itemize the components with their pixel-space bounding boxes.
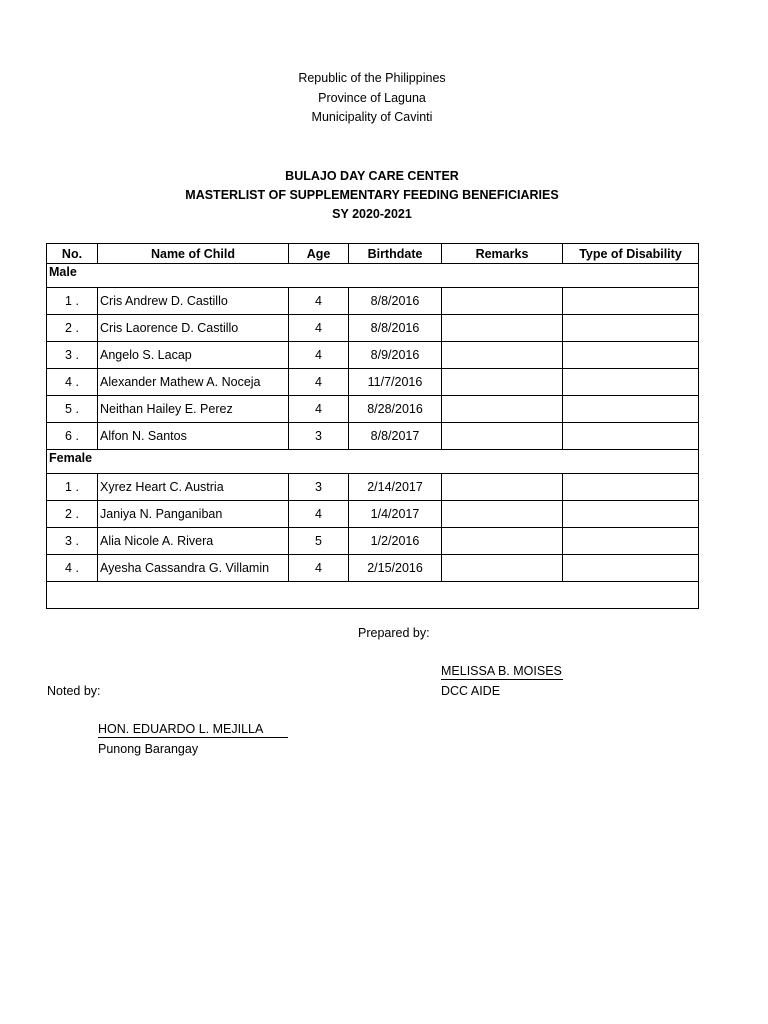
row-disability <box>563 501 699 528</box>
row-age: 4 <box>289 555 349 582</box>
row-remarks <box>442 288 563 315</box>
row-birthdate: 8/8/2016 <box>349 288 442 315</box>
table-row <box>47 369 699 396</box>
row-disability <box>563 555 699 582</box>
row-disability <box>563 396 699 423</box>
row-age: 3 <box>289 423 349 450</box>
table-row <box>47 501 699 528</box>
preparer-name: MELISSA B. MOISES <box>441 664 562 678</box>
row-remarks <box>442 501 563 528</box>
row-birthdate: 2/15/2016 <box>349 555 442 582</box>
noter-title: Punong Barangay <box>98 742 199 756</box>
row-age: 4 <box>289 315 349 342</box>
row-name: Janiya N. Panganiban <box>98 501 289 528</box>
blank-cell <box>47 582 699 609</box>
row-birthdate: 8/28/2016 <box>349 396 442 423</box>
table-row <box>47 315 699 342</box>
row-disability <box>563 474 699 501</box>
noter-name: HON. EDUARDO L. MEJILLA <box>98 722 288 738</box>
col-header-remarks: Remarks <box>442 244 563 264</box>
row-remarks <box>442 369 563 396</box>
header-province: Province of Laguna <box>318 91 426 105</box>
row-name: Alexander Mathew A. Noceja <box>98 369 289 396</box>
row-age: 4 <box>289 369 349 396</box>
row-age: 4 <box>289 288 349 315</box>
row-no: 6 . <box>47 423 98 450</box>
table-row <box>47 288 699 315</box>
preparer-title: DCC AIDE <box>441 684 501 698</box>
row-disability <box>563 288 699 315</box>
row-disability <box>563 342 699 369</box>
row-name: Ayesha Cassandra G. Villamin <box>98 555 289 582</box>
noted-by-label: Noted by: <box>47 684 101 698</box>
group-row <box>47 264 699 288</box>
row-age: 4 <box>289 501 349 528</box>
row-name: Cris Laorence D. Castillo <box>98 315 289 342</box>
table-row <box>47 342 699 369</box>
group-label: Female <box>47 450 699 474</box>
row-no: 4 . <box>47 369 98 396</box>
col-header-birthdate: Birthdate <box>349 244 442 264</box>
row-remarks <box>442 342 563 369</box>
row-name: Alfon N. Santos <box>98 423 289 450</box>
row-name: Neithan Hailey E. Perez <box>98 396 289 423</box>
row-no: 3 . <box>47 342 98 369</box>
row-no: 2 . <box>47 315 98 342</box>
header-municipality: Municipality of Cavinti <box>311 110 433 124</box>
row-birthdate: 8/9/2016 <box>349 342 442 369</box>
col-header-disability: Type of Disability <box>563 244 699 264</box>
beneficiaries-table <box>46 243 699 609</box>
row-birthdate: 1/4/2017 <box>349 501 442 528</box>
group-label: Male <box>47 264 699 288</box>
header-republic: Republic of the Philippines <box>298 71 446 85</box>
school-year: SY 2020-2021 <box>332 207 412 221</box>
col-header-name: Name of Child <box>98 244 289 264</box>
row-birthdate: 1/2/2016 <box>349 528 442 555</box>
row-remarks <box>442 555 563 582</box>
row-name: Xyrez Heart C. Austria <box>98 474 289 501</box>
row-remarks <box>442 315 563 342</box>
group-row <box>47 450 699 474</box>
row-disability <box>563 369 699 396</box>
row-age: 3 <box>289 474 349 501</box>
row-age: 5 <box>289 528 349 555</box>
row-remarks <box>442 474 563 501</box>
row-remarks <box>442 396 563 423</box>
center-name: BULAJO DAY CARE CENTER <box>285 169 459 183</box>
row-no: 3 . <box>47 528 98 555</box>
table-header-row <box>47 244 699 264</box>
row-remarks <box>442 423 563 450</box>
row-age: 4 <box>289 342 349 369</box>
row-no: 1 . <box>47 474 98 501</box>
row-age: 4 <box>289 396 349 423</box>
row-disability <box>563 423 699 450</box>
table-row <box>47 474 699 501</box>
row-birthdate: 8/8/2017 <box>349 423 442 450</box>
row-birthdate: 2/14/2017 <box>349 474 442 501</box>
row-name: Cris Andrew D. Castillo <box>98 288 289 315</box>
row-disability <box>563 528 699 555</box>
row-no: 2 . <box>47 501 98 528</box>
prepared-by-label: Prepared by: <box>358 626 430 640</box>
row-remarks <box>442 528 563 555</box>
table-row <box>47 396 699 423</box>
document-title: MASTERLIST OF SUPPLEMENTARY FEEDING BENEFICIARIES <box>185 188 559 202</box>
row-no: 4 . <box>47 555 98 582</box>
row-name: Alia Nicole A. Rivera <box>98 528 289 555</box>
row-birthdate: 11/7/2016 <box>349 369 442 396</box>
col-header-no: No. <box>47 244 98 264</box>
table-row <box>47 423 699 450</box>
blank-row <box>47 582 699 609</box>
row-disability <box>563 315 699 342</box>
table-row <box>47 528 699 555</box>
table-row <box>47 555 699 582</box>
row-no: 5 . <box>47 396 98 423</box>
row-name: Angelo S. Lacap <box>98 342 289 369</box>
col-header-age: Age <box>289 244 349 264</box>
row-birthdate: 8/8/2016 <box>349 315 442 342</box>
row-no: 1 . <box>47 288 98 315</box>
